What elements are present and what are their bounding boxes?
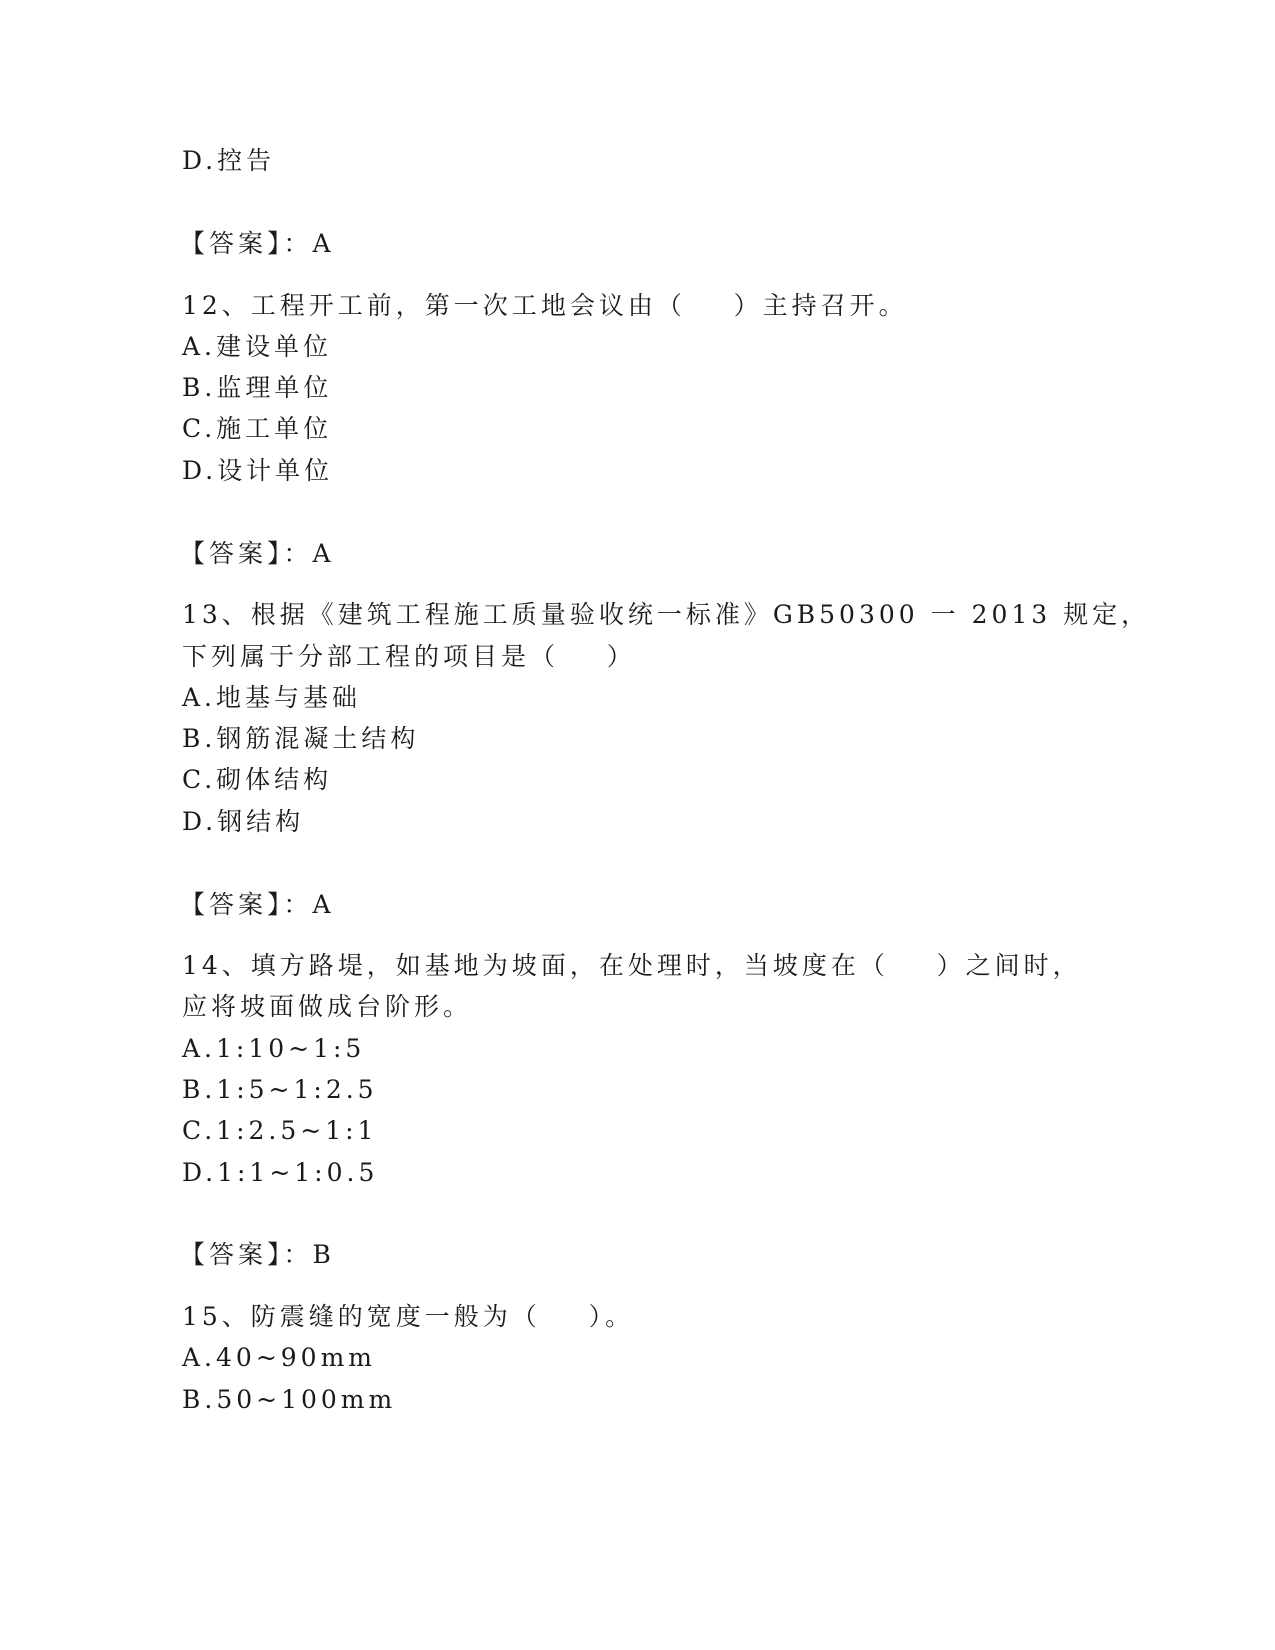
question-15-stem: 15、防震缝的宽度一般为（ ）。 [182,1302,635,1331]
question-13-option-a: A.地基与基础 [182,683,362,712]
question-12-option-a: A.建设单位 [182,332,333,361]
answer-11: 【答案】：A [180,229,335,258]
answer-12: 【答案】：A [180,539,335,568]
question-13-option-b: B.钢筋混凝土结构 [182,724,420,753]
question-14-option-c: C.1:2.5~1:1 [182,1116,378,1145]
question-12-option-d: D.设计单位 [182,456,334,485]
question-14-option-b: B.1:5~1:2.5 [182,1075,378,1104]
answer-14: 【答案】：B [180,1240,335,1269]
question-14-option-d: D.1:1~1:0.5 [182,1158,379,1187]
question-12-stem: 12、工程开工前，第一次工地会议由（ ）主持召开。 [182,291,908,320]
question-14-stem-line1: 14、填方路堤，如基地为坡面，在处理时，当坡度在（ ）之间时， [182,951,1082,980]
question-15-option-a: A.40~90mm [182,1343,376,1372]
option-d-prev: D.控告 [182,146,276,175]
question-14-option-a: A.1:10~1:5 [182,1034,366,1063]
question-13-option-c: C.砌体结构 [182,765,333,794]
question-14-stem-line2: 应将坡面做成台阶形。 [182,992,473,1021]
question-12-option-b: B.监理单位 [182,373,333,402]
question-13-option-d: D.钢结构 [182,807,305,836]
question-13-stem-line1: 13、根据《建筑工程施工质量验收统一标准》GB50300 一 2013 规定， [182,600,1151,629]
question-12-option-c: C.施工单位 [182,414,333,443]
question-13-stem-line2: 下列属于分部工程的项目是（ ） [182,642,636,671]
question-15-option-b: B.50~100mm [182,1385,397,1414]
answer-13: 【答案】：A [180,890,335,919]
